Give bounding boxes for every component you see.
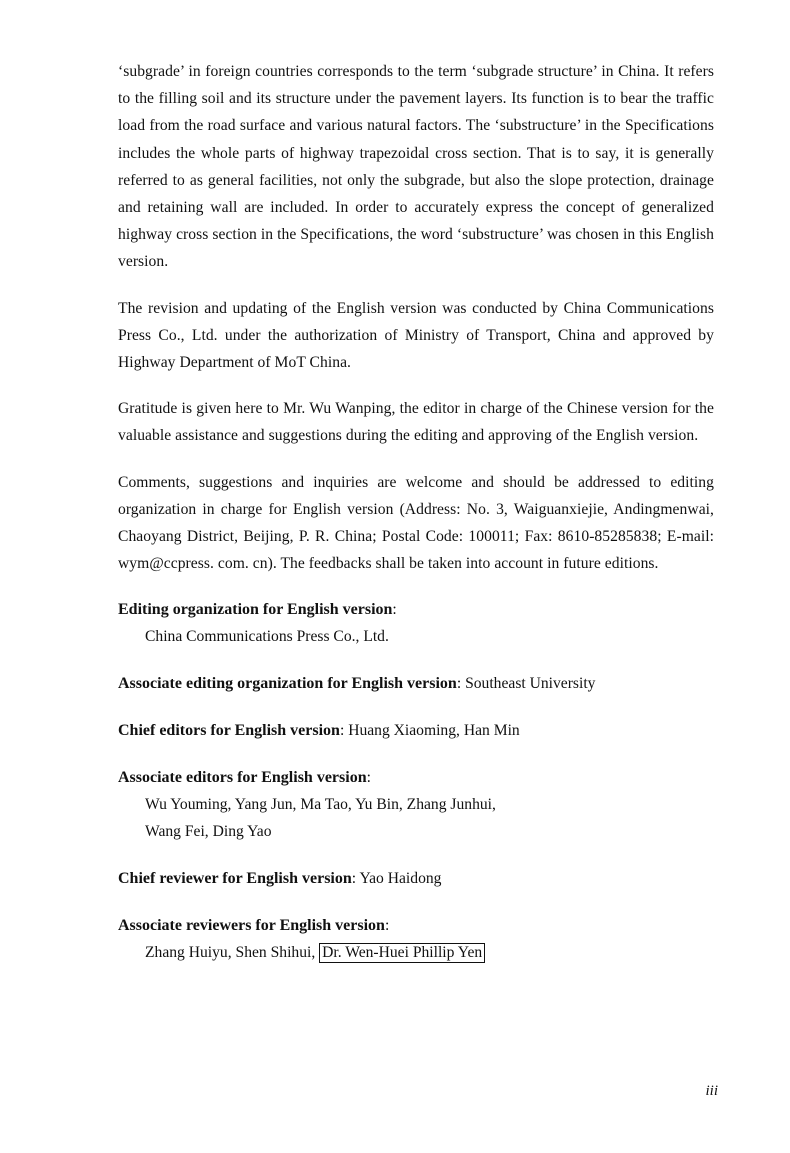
credit-separator: : xyxy=(384,917,390,935)
credit-label: Chief reviewer for English version xyxy=(118,870,352,888)
credit-value-plain: Zhang Huiyu, Shen Shihui, xyxy=(145,944,316,962)
credit-separator: : xyxy=(456,675,462,693)
credit-value: China Communications Press Co., Ltd. xyxy=(145,628,389,646)
credit-chief-reviewer xyxy=(118,865,714,892)
credit-value-line-1: Wu Youming, Yang Jun, Ma Tao, Yu Bin, Zhang Junhui, xyxy=(145,796,496,814)
credit-chief-editors xyxy=(118,717,714,744)
paragraph-comments: Comments, suggestions and inquiries are welcome and should be addressed to editing organization in charge for English version (Address: No. 3, Waiguanxiejie, Andingmenwai, Chaoyang District, Beijing, P. R. China; Postal Code: 100011; Fax: 8610-85285838; E-mail: wym@ccpress. com. cn). The feedbacks shall be taken into account in future editions. xyxy=(118,473,714,573)
credit-value: Southeast University xyxy=(465,675,596,693)
credit-associate-reviewers xyxy=(118,912,714,966)
document-page xyxy=(118,58,714,986)
credit-label: Editing organization for English version xyxy=(118,601,393,619)
credit-associate-editors xyxy=(118,764,714,845)
credit-associate-editing-organization xyxy=(118,670,714,697)
credit-value-boxed-name: Dr. Wen-Huei Phillip Yen xyxy=(319,943,485,963)
paragraph-revision: The revision and updating of the English version was conducted by China Communications Press Co., Ltd. under the authorization of Ministry of Transport, China and approved by Highway Department of MoT China. xyxy=(118,299,714,372)
credit-separator: : xyxy=(366,769,371,787)
credit-separator: : xyxy=(392,601,397,619)
credit-label: Associate reviewers for English version xyxy=(118,917,385,935)
credit-label: Associate editing organization for English version xyxy=(118,675,457,693)
credit-value: Huang Xiaoming, Han Min xyxy=(348,722,520,740)
credit-label: Associate editors for English version xyxy=(118,769,367,787)
credit-separator: : xyxy=(339,722,345,740)
credit-value: Yao Haidong xyxy=(359,870,442,888)
credit-value-line-2: Wang Fei, Ding Yao xyxy=(145,823,272,841)
credit-separator: : xyxy=(351,870,357,888)
page-number: iii xyxy=(705,1083,718,1099)
credit-label: Chief editors for English version xyxy=(118,722,340,740)
paragraph-substructure-note: ‘subgrade’ in foreign countries corresponds to the term ‘subgrade structure’ in China. It refers to the filling soil and its structure under the pavement layers. Its function is to bear the traffic load from the road surface and various natural factors. The ‘substructure’ in the Specifications includes the whole parts of highway trapezoidal cross section. That is to say, it is generally referred to as general facilities, not only the subgrade, but also the slope protection, drainage and retaining wall are included. In order to accurately express the concept of generalized highway cross section in the Specifications, the word ‘substructure’ was chosen in this English version. xyxy=(118,63,714,271)
credit-value-line xyxy=(118,939,714,966)
credit-editing-organization xyxy=(118,596,714,650)
paragraph-gratitude: Gratitude is given here to Mr. Wu Wanping, the editor in charge of the Chinese version for the valuable assistance and suggestions during the editing and approving of the English version. xyxy=(118,400,714,445)
